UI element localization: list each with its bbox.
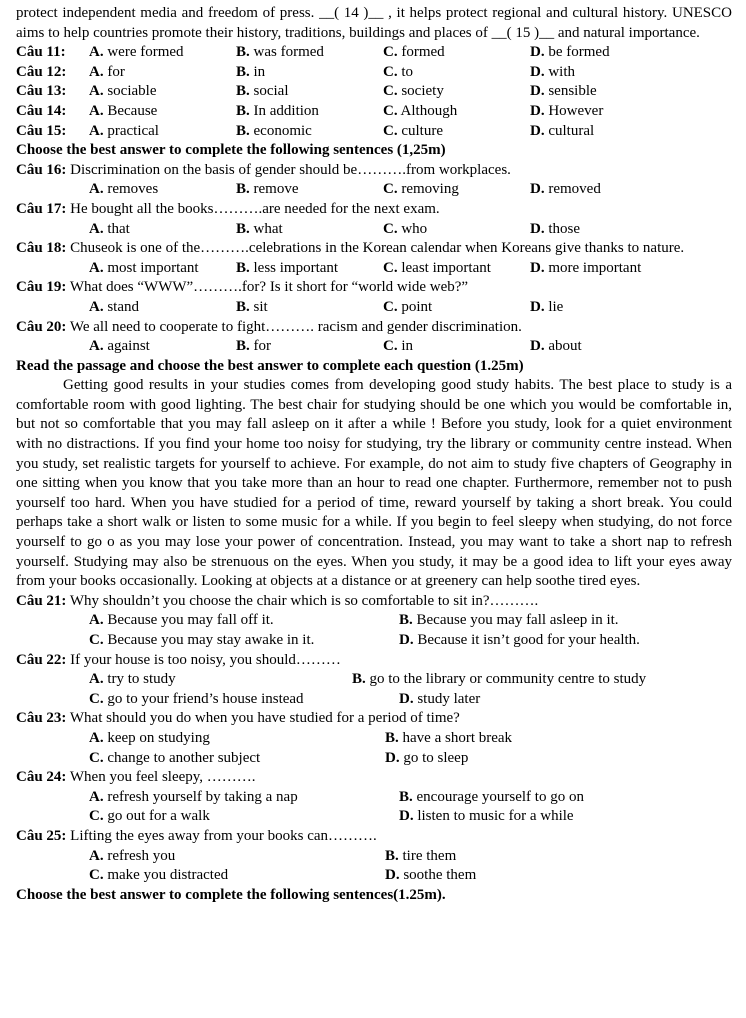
options-25-cd	[16, 866, 732, 886]
option-d[interactable]: D. more important	[530, 259, 642, 276]
option-a[interactable]: A. try to study	[89, 671, 176, 688]
option-d[interactable]: D. cultural	[530, 122, 595, 139]
options-24-cd	[16, 807, 732, 827]
question-12	[16, 63, 732, 83]
option-a[interactable]: A. that	[89, 220, 130, 237]
option-d[interactable]: D. go to sleep	[385, 749, 469, 766]
option-b[interactable]: B. encourage yourself to go on	[399, 788, 584, 805]
intro-text: and natural importance.	[554, 24, 700, 41]
option-b[interactable]: B. what	[236, 220, 283, 237]
options-25-ab	[16, 847, 732, 867]
option-a[interactable]: A. stand	[89, 298, 140, 315]
option-d[interactable]: D. soothe them	[385, 867, 477, 884]
question-25: Câu 25: Lifting the eyes away from your books can……….	[16, 827, 377, 844]
blank-15: __( 15 )__	[491, 24, 555, 41]
option-c[interactable]: C. go to your friend’s house instead	[89, 690, 304, 707]
option-d[interactable]: D. Because it isn’t good for your health.	[399, 632, 640, 648]
intro-paragraph	[16, 4, 732, 43]
question-number: Câu 15:	[16, 122, 67, 139]
question-20: Câu 20: We all need to cooperate to fight………. racism and gender discrimination.	[16, 318, 522, 335]
option-b[interactable]: B. In addition	[236, 102, 319, 119]
question-number: Câu 12:	[16, 63, 67, 80]
question-24: Câu 24: When you feel sleepy, ……….	[16, 769, 256, 786]
question-11	[16, 43, 732, 63]
options-22-ab	[16, 670, 732, 690]
option-d[interactable]: D. with	[530, 63, 576, 80]
section-heading: Read the passage and choose the best answer to complete each question (1.25m)	[16, 357, 524, 374]
option-a[interactable]: A. keep on studying	[89, 729, 210, 746]
option-a[interactable]: A. removes	[89, 181, 159, 198]
options-22-cd	[16, 690, 732, 710]
options-21-cd	[16, 631, 732, 651]
option-b[interactable]: B. social	[236, 83, 289, 100]
question-14	[16, 102, 732, 122]
option-d[interactable]: D. listen to music for a while	[399, 808, 574, 825]
options-23-cd	[16, 749, 732, 769]
option-a[interactable]: A. most important	[89, 259, 199, 276]
options-17	[16, 220, 732, 240]
option-c[interactable]: C. Although	[383, 102, 458, 119]
option-d[interactable]: D. lie	[530, 298, 564, 315]
option-c[interactable]: C. in	[383, 338, 414, 355]
reading-questions	[16, 592, 732, 886]
option-a[interactable]: A. sociable	[89, 83, 157, 100]
option-b[interactable]: B. sit	[236, 298, 268, 315]
option-b[interactable]: B. economic	[236, 122, 312, 139]
option-a[interactable]: A. practical	[89, 122, 159, 139]
blank-14: __( 14 )__	[319, 5, 384, 21]
option-c[interactable]: C. formed	[383, 44, 445, 61]
option-c[interactable]: C. least important	[383, 259, 491, 276]
section-heading: Choose the best answer to complete the following sentences(1.25m).	[16, 886, 446, 903]
option-d[interactable]: D. sensible	[530, 83, 597, 100]
option-a[interactable]: A. were formed	[89, 44, 184, 61]
question-21: Câu 21: Why shouldn’t you choose the chair which is so comfortable to sit in?……….	[16, 592, 539, 609]
option-b[interactable]: B. tire them	[385, 847, 457, 864]
option-c[interactable]: C. Because you may stay awake in it.	[89, 632, 315, 648]
option-b[interactable]: B. was formed	[236, 44, 324, 61]
intro-text: , it helps protect regional and cultural history. UNESCO aims to help countries promote their history, traditions, buildings and places of	[16, 5, 732, 41]
option-b[interactable]: B. remove	[236, 181, 299, 198]
options-23-ab	[16, 729, 732, 749]
options-16	[16, 180, 732, 200]
option-c[interactable]: C. to	[383, 63, 414, 80]
option-a[interactable]: A. Because	[89, 102, 158, 119]
question-19: Câu 19: What does “WWW”……….for? Is it short for “world wide web?”	[16, 279, 469, 296]
section-heading: Choose the best answer to complete the following sentences (1,25m)	[16, 142, 446, 159]
intro-text: protect independent media and freedom of press.	[16, 5, 320, 21]
option-b[interactable]: B. Because you may fall asleep in it.	[399, 612, 619, 629]
question-23: Câu 23: What should you do when you have studied for a period of time?	[16, 710, 460, 727]
option-d[interactable]: D. study later	[399, 690, 481, 707]
options-24-ab	[16, 788, 732, 808]
question-number: Câu 14:	[16, 102, 67, 119]
option-a[interactable]: A. for	[89, 63, 125, 80]
option-c[interactable]: C. point	[383, 298, 433, 315]
option-a[interactable]: A. refresh you	[89, 847, 176, 864]
option-b[interactable]: B. go to the library or community centre to study	[352, 671, 647, 688]
option-c[interactable]: C. make you distracted	[89, 867, 229, 884]
options-18	[16, 259, 732, 279]
option-c[interactable]: C. go out for a walk	[89, 808, 210, 825]
option-d[interactable]: D. removed	[530, 181, 601, 198]
option-c[interactable]: C. removing	[383, 181, 459, 198]
question-18: Câu 18: Chuseok is one of the……….celebrations in the Korean calendar when Koreans give thanks to nature.	[16, 240, 685, 257]
question-17: Câu 17: He bought all the books……….are needed for the next exam.	[16, 200, 440, 217]
options-19	[16, 298, 732, 318]
option-d[interactable]: D. However	[530, 102, 604, 119]
option-b[interactable]: B. less important	[236, 259, 339, 276]
option-c[interactable]: C. society	[383, 83, 444, 100]
option-c[interactable]: C. who	[383, 220, 428, 237]
question-16: Câu 16: Discrimination on the basis of gender should be……….from workplaces.	[16, 161, 511, 178]
options-20	[16, 337, 732, 357]
question-number: Câu 11:	[16, 44, 66, 61]
option-d[interactable]: D. be formed	[530, 44, 610, 61]
option-b[interactable]: B. in	[236, 63, 266, 80]
option-b[interactable]: B. have a short break	[385, 729, 513, 746]
question-22: Câu 22: If your house is too noisy, you should………	[16, 651, 341, 668]
option-c[interactable]: C. change to another subject	[89, 749, 261, 766]
cloze-questions	[16, 43, 732, 141]
question-15	[16, 122, 732, 142]
option-a[interactable]: A. Because you may fall off it.	[89, 612, 274, 629]
option-b[interactable]: B. for	[236, 338, 272, 355]
question-number: Câu 13:	[16, 83, 67, 100]
option-c[interactable]: C. culture	[383, 122, 443, 139]
sentence-questions	[16, 161, 732, 357]
option-a[interactable]: A. refresh yourself by taking a nap	[89, 788, 298, 805]
option-d[interactable]: D. those	[530, 220, 581, 237]
question-13	[16, 82, 732, 102]
reading-passage: Getting good results in your studies comes from developing good study habits. The best place to study is a comfortable room with good lighting. The best chair for studying should be one which you would be comfortable in, but not so comfortable that you may fall asleep on it after a while ! Before you study, look for a quiet environment with no distractions. If you find your home too noisy for studying, try the library or community centre instead. When you study, set realistic targets for yourself to achieve. For example, do not aim to study five chapters of Geography in one sitting when you know that you take more than an hour to read one chapter. Furthermore, remember not to push yourself too hard. When you have studied for a period of time, reward yourself by taking a short break. You could perhaps take a short walk or listen to some music for a while. If you begin to feel sleepy when studying, do not force yourself to go o as you may lose your power of concentration. Instead, you may want to take a short nap to refresh yourself. Studying may also be strenuous on the eyes. When you study, it may be a good idea to lift your eyes away from your books occasionally. Looking at objects at a distance or at greenery can help soothe tired eyes.	[16, 377, 732, 590]
option-a[interactable]: A. against	[89, 338, 150, 355]
option-d[interactable]: D. about	[530, 338, 582, 355]
options-21-ab	[16, 611, 732, 631]
